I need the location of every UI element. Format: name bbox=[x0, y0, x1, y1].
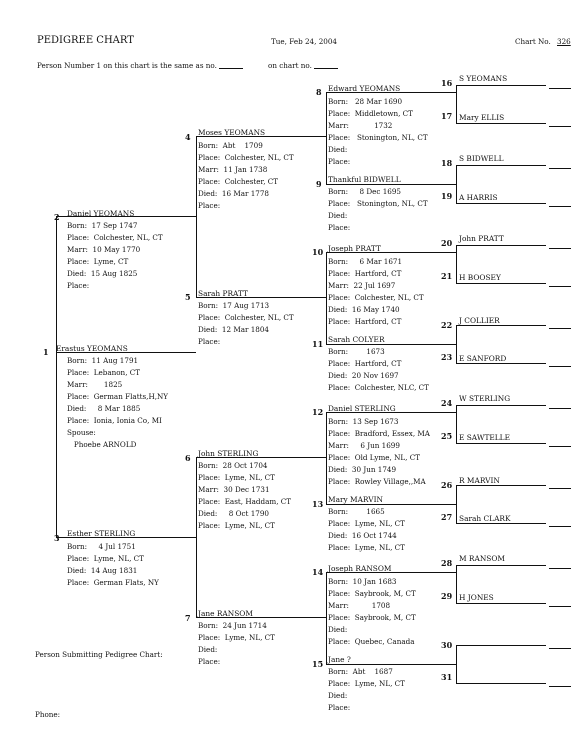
person-number-22: 22 bbox=[441, 320, 453, 330]
person-12-name[interactable]: Daniel STERLING bbox=[328, 404, 396, 413]
person-14-died: Died: bbox=[328, 625, 348, 634]
person-number-17: 17 bbox=[441, 111, 453, 121]
person-3-born: Born: 4 Jul 1751 bbox=[67, 542, 136, 551]
person-8-died-place: Place: bbox=[328, 157, 351, 166]
person-9-born: Born: 8 Dec 1695 bbox=[328, 187, 401, 196]
connector bbox=[456, 603, 546, 604]
person-number-4: 4 bbox=[185, 132, 191, 142]
person-1-marr: Marr: 1825 bbox=[67, 380, 123, 389]
person-13-born: Born: 1665 bbox=[328, 507, 385, 516]
connector bbox=[56, 352, 196, 353]
person-12-died-place: Place: Rowley Village,,MA bbox=[328, 477, 426, 486]
connector bbox=[326, 344, 456, 345]
person-9-place: Place: Stonington, NL, CT bbox=[328, 199, 428, 208]
person-number-12: 12 bbox=[312, 407, 324, 417]
person-14-died-place: Place: Quebec, Canada bbox=[328, 637, 415, 646]
person-1-place: Place: Lebanon, CT bbox=[67, 368, 141, 377]
continuation-line bbox=[549, 568, 571, 569]
person-22-name[interactable]: J COLLIER bbox=[459, 316, 500, 325]
continuation-line bbox=[549, 686, 571, 687]
person-4-place: Place: Colchester, NL, CT bbox=[198, 153, 294, 162]
person-number-3: 3 bbox=[54, 533, 60, 543]
person-10-born: Born: 6 Mar 1671 bbox=[328, 257, 403, 266]
person-4-marr: Marr: 11 Jan 1738 bbox=[198, 165, 268, 174]
person-2-died-place: Place: bbox=[67, 281, 90, 290]
person-note-text: Person Number 1 on this chart is the same as no. bbox=[37, 60, 217, 70]
person-29-name[interactable]: H JONES bbox=[459, 593, 494, 602]
person-15-born: Born: Abt 1687 bbox=[328, 667, 393, 676]
person-number-19: 19 bbox=[441, 191, 453, 201]
person-3-name[interactable]: Esther STERLING bbox=[67, 529, 136, 538]
person-7-died: Died: bbox=[198, 645, 218, 654]
connector bbox=[456, 165, 457, 203]
person-12-died: Died: 30 Jun 1749 bbox=[328, 465, 397, 474]
person-27-name[interactable]: Sarah CLARK bbox=[459, 514, 511, 523]
person-1-name[interactable]: Erastus YEOMANS bbox=[56, 344, 128, 353]
chart-ref-text: on chart no. bbox=[268, 60, 312, 70]
person-number-6: 6 bbox=[185, 453, 191, 463]
person-number-9: 9 bbox=[316, 179, 322, 189]
chart-ref-note bbox=[268, 60, 338, 69]
connector bbox=[326, 252, 327, 344]
continuation-line bbox=[549, 366, 571, 367]
connector bbox=[456, 325, 457, 363]
person-number-note bbox=[37, 60, 243, 69]
chart-number-label: Chart No. bbox=[515, 37, 551, 46]
person-5-born: Born: 17 Aug 1713 bbox=[198, 301, 270, 310]
person-6-marr-place: Place: East, Haddam, CT bbox=[198, 497, 292, 506]
connector bbox=[456, 645, 457, 683]
connector bbox=[456, 85, 457, 123]
connector bbox=[56, 537, 196, 538]
connector bbox=[456, 405, 457, 443]
person-number-13: 13 bbox=[312, 499, 324, 509]
connector bbox=[196, 457, 197, 617]
person-1-spouse: Phoebe ARNOLD bbox=[67, 440, 137, 449]
person-15-died: Died: bbox=[328, 691, 348, 700]
person-6-died: Died: 8 Oct 1790 bbox=[198, 509, 270, 518]
person-15-died-place: Place: bbox=[328, 703, 351, 712]
person-16-name[interactable]: S YEOMANS bbox=[459, 74, 508, 83]
continuation-line bbox=[549, 206, 571, 207]
person-10-place: Place: Hartford, CT bbox=[328, 269, 402, 278]
continuation-line bbox=[549, 648, 571, 649]
person-2-marr-place: Place: Lyme, CT bbox=[67, 257, 129, 266]
person-10-died-place: Place: Hartford, CT bbox=[328, 317, 402, 326]
person-10-name[interactable]: Joseph PRATT bbox=[328, 244, 381, 253]
person-13-died: Died: 16 Oct 1744 bbox=[328, 531, 397, 540]
chart-number-link[interactable]: 326 bbox=[557, 37, 571, 46]
person-8-marr-place: Place: Stonington, NL, CT bbox=[328, 133, 428, 142]
connector bbox=[456, 485, 546, 486]
connector bbox=[456, 283, 546, 284]
person-28-name[interactable]: M RANSOM bbox=[459, 554, 505, 563]
person-8-name[interactable]: Edward YEOMANS bbox=[328, 84, 401, 93]
person-25-name[interactable]: E SAWTELLE bbox=[459, 433, 510, 442]
connector bbox=[456, 683, 546, 684]
connector bbox=[196, 457, 326, 458]
chart-ref-field[interactable] bbox=[314, 60, 338, 69]
person-number-11: 11 bbox=[312, 339, 324, 349]
person-number-5: 5 bbox=[185, 292, 191, 302]
person-7-died-place: Place: bbox=[198, 657, 221, 666]
connector bbox=[456, 203, 546, 204]
person-3-place: Place: Lyme, NL, CT bbox=[67, 554, 144, 563]
connector bbox=[56, 216, 57, 537]
connector bbox=[456, 325, 546, 326]
person-9-name[interactable]: Thankful BIDWELL bbox=[328, 175, 401, 184]
connector bbox=[326, 412, 456, 413]
person-24-name[interactable]: W STERLING bbox=[459, 394, 511, 403]
connector bbox=[456, 165, 546, 166]
person-1-died: Died: 8 Mar 1885 bbox=[67, 404, 141, 413]
continuation-line bbox=[549, 488, 571, 489]
continuation-line bbox=[549, 446, 571, 447]
person-13-died-place: Place: Lyme, NL, CT bbox=[328, 543, 405, 552]
person-2-born: Born: 17 Sep 1747 bbox=[67, 221, 138, 230]
person-5-name[interactable]: Sarah PRATT bbox=[198, 289, 248, 298]
person-2-place: Place: Colchester, NL, CT bbox=[67, 233, 163, 242]
person-3-died: Died: 14 Aug 1831 bbox=[67, 566, 138, 575]
person-number-18: 18 bbox=[441, 158, 453, 168]
connector bbox=[326, 664, 456, 665]
person-19-name[interactable]: A HARRIS bbox=[459, 193, 498, 202]
person-number-14: 14 bbox=[312, 567, 324, 577]
person-4-died-place: Place: bbox=[198, 201, 221, 210]
person-10-marr: Marr: 22 Jul 1697 bbox=[328, 281, 396, 290]
continuation-line bbox=[549, 606, 571, 607]
connector bbox=[456, 645, 546, 646]
person-15-place: Place: Lyme, NL, CT bbox=[328, 679, 405, 688]
person-8-died: Died: bbox=[328, 145, 348, 154]
person-23-name[interactable]: E SANFORD bbox=[459, 354, 507, 363]
connector bbox=[456, 363, 546, 364]
person-number-15: 15 bbox=[312, 659, 324, 669]
person-11-died: Died: 20 Nov 1697 bbox=[328, 371, 399, 380]
person-number-20: 20 bbox=[441, 238, 453, 248]
person-11-place: Place: Hartford, CT bbox=[328, 359, 402, 368]
person-7-born: Born: 24 Jun 1714 bbox=[198, 621, 267, 630]
person-number-16: 16 bbox=[441, 78, 453, 88]
continuation-line bbox=[549, 248, 571, 249]
person-number-1: 1 bbox=[43, 347, 49, 357]
person-11-born: Born: 1673 bbox=[328, 347, 385, 356]
person-2-died: Died: 15 Aug 1825 bbox=[67, 269, 138, 278]
person-12-marr-place: Place: Old Lyme, NL, CT bbox=[328, 453, 421, 462]
connector bbox=[456, 443, 546, 444]
person-number-2: 2 bbox=[54, 212, 60, 222]
person-4-marr-place: Place: Colchester, CT bbox=[198, 177, 279, 186]
person-14-name[interactable]: Joseph RANSOM bbox=[328, 564, 392, 573]
person-2-name[interactable]: Daniel YEOMANS bbox=[67, 209, 135, 218]
submitter-label: Person Submitting Pedigree Chart: bbox=[35, 650, 163, 659]
person-number-7: 7 bbox=[185, 613, 191, 623]
connector bbox=[196, 297, 326, 298]
person-26-name[interactable]: R MARVIN bbox=[459, 476, 500, 485]
person-8-marr: Marr: 1732 bbox=[328, 121, 393, 130]
continuation-line bbox=[549, 126, 571, 127]
person-1-spouse-label: Spouse: bbox=[67, 428, 96, 437]
connector bbox=[326, 572, 456, 573]
person-2-marr: Marr: 10 May 1770 bbox=[67, 245, 141, 254]
connector bbox=[196, 136, 197, 297]
person-5-died-place: Place: bbox=[198, 337, 221, 346]
connector bbox=[456, 523, 546, 524]
person-12-marr: Marr: 6 Jun 1699 bbox=[328, 441, 400, 450]
person-7-place: Place: Lyme, NL, CT bbox=[198, 633, 275, 642]
page-title: PEDIGREE CHART bbox=[37, 35, 134, 46]
person-18-name[interactable]: S BIDWELL bbox=[459, 154, 504, 163]
person-6-place: Place: Lyme, NL, CT bbox=[198, 473, 275, 482]
person-4-born: Born: Abt 1709 bbox=[198, 141, 263, 150]
person-8-born: Born: 28 Mar 1690 bbox=[328, 97, 403, 106]
connector bbox=[456, 85, 546, 86]
connector bbox=[326, 184, 456, 185]
person-1-marr-place: Place: German Flatts,H,NY bbox=[67, 392, 169, 401]
connector bbox=[456, 565, 546, 566]
person-20-name[interactable]: John PRATT bbox=[459, 234, 504, 243]
connector bbox=[326, 572, 327, 664]
continuation-line bbox=[549, 408, 571, 409]
person-5-died: Died: 12 Mar 1804 bbox=[198, 325, 269, 334]
continuation-line bbox=[549, 286, 571, 287]
person-8-place: Place: Middletown, CT bbox=[328, 109, 413, 118]
person-13-place: Place: Lyme, NL, CT bbox=[328, 519, 405, 528]
person-11-died-place: Place: Colchester, NLC, CT bbox=[328, 383, 429, 392]
person-14-place: Place: Saybrook, M, CT bbox=[328, 589, 416, 598]
person-4-died: Died: 16 Mar 1778 bbox=[198, 189, 269, 198]
connector bbox=[456, 405, 546, 406]
person-12-place: Place: Bradford, Essex, MA bbox=[328, 429, 430, 438]
continuation-line bbox=[549, 328, 571, 329]
continuation-line bbox=[549, 526, 571, 527]
connector bbox=[56, 216, 196, 217]
person-15-name[interactable]: Jane ? bbox=[328, 655, 351, 664]
person-17-name[interactable]: Mary ELLIS bbox=[459, 113, 505, 122]
connector bbox=[326, 252, 456, 253]
person-number-25: 25 bbox=[441, 431, 453, 441]
connector bbox=[196, 617, 326, 618]
person-13-name[interactable]: Mary MARVIN bbox=[328, 495, 383, 504]
person-number-31: 31 bbox=[441, 672, 453, 682]
chart-date: Tue, Feb 24, 2004 bbox=[271, 37, 337, 46]
person-number-21: 21 bbox=[441, 271, 453, 281]
connector bbox=[326, 92, 456, 93]
person-6-born: Born: 28 Oct 1704 bbox=[198, 461, 268, 470]
person-6-marr: Marr: 30 Dec 1731 bbox=[198, 485, 270, 494]
person-number-26: 26 bbox=[441, 480, 453, 490]
person-4-name[interactable]: Moses YEOMANS bbox=[198, 128, 266, 137]
person-9-died: Died: bbox=[328, 211, 348, 220]
person-12-born: Born: 13 Sep 1673 bbox=[328, 417, 399, 426]
person-1-born: Born: 11 Aug 1791 bbox=[67, 356, 139, 365]
person-5-place: Place: Colchester, NL, CT bbox=[198, 313, 294, 322]
same-as-number-field[interactable] bbox=[219, 60, 243, 69]
continuation-line bbox=[549, 88, 571, 89]
person-number-29: 29 bbox=[441, 591, 453, 601]
connector bbox=[196, 136, 326, 137]
connector bbox=[456, 245, 546, 246]
person-1-died-place: Place: Ionia, Ionia Co, MI bbox=[67, 416, 162, 425]
person-6-name[interactable]: John STERLING bbox=[198, 449, 259, 458]
person-7-name[interactable]: Jane RANSOM bbox=[198, 609, 253, 618]
connector bbox=[326, 92, 327, 184]
connector bbox=[326, 412, 327, 504]
person-10-marr-place: Place: Colchester, NL, CT bbox=[328, 293, 424, 302]
person-21-name[interactable]: H BOOSEY bbox=[459, 273, 501, 282]
person-number-24: 24 bbox=[441, 398, 453, 408]
person-14-born: Born: 10 Jan 1683 bbox=[328, 577, 397, 586]
person-number-23: 23 bbox=[441, 352, 453, 362]
phone-label: Phone: bbox=[35, 710, 61, 719]
connector bbox=[456, 485, 457, 523]
connector bbox=[456, 565, 457, 603]
continuation-line bbox=[549, 168, 571, 169]
person-number-10: 10 bbox=[312, 247, 324, 257]
person-number-27: 27 bbox=[441, 512, 453, 522]
connector bbox=[456, 123, 546, 124]
connector bbox=[456, 245, 457, 283]
person-number-30: 30 bbox=[441, 640, 453, 650]
person-14-marr-place: Place: Saybrook, M, CT bbox=[328, 613, 416, 622]
person-11-name[interactable]: Sarah COLYER bbox=[328, 335, 385, 344]
person-3-died-place: Place: German Flats, NY bbox=[67, 578, 159, 587]
person-9-died-place: Place: bbox=[328, 223, 351, 232]
connector bbox=[326, 504, 456, 505]
person-number-28: 28 bbox=[441, 558, 453, 568]
person-10-died: Died: 16 May 1740 bbox=[328, 305, 400, 314]
person-14-marr: Marr: 1708 bbox=[328, 601, 391, 610]
person-number-8: 8 bbox=[316, 87, 322, 97]
person-6-died-place: Place: Lyme, NL, CT bbox=[198, 521, 275, 530]
